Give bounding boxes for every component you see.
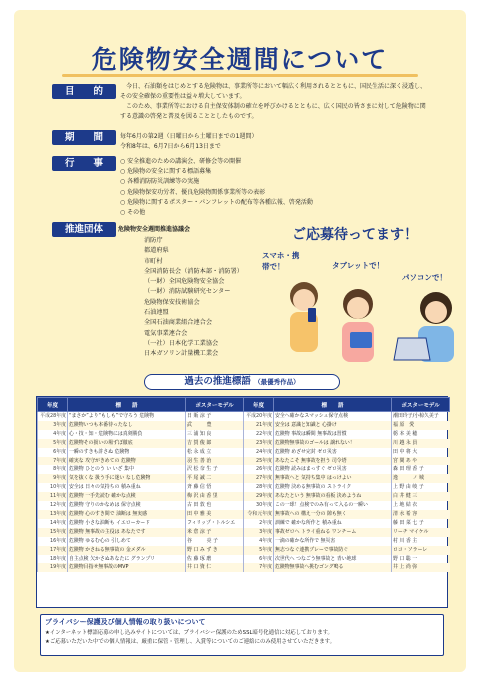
model-cell: 谷 亮 子 [186, 537, 244, 546]
girl-with-tablet-icon [342, 289, 374, 362]
model-cell: 斉 藤 信 悟 [186, 483, 244, 492]
col-header-model: ポスターモデル [186, 398, 244, 412]
year-cell: 22年度 [244, 430, 274, 439]
past-slogans-subtitle: （最優秀作品） [254, 378, 300, 386]
table-row [38, 537, 450, 546]
year-cell: 23年度 [244, 439, 274, 448]
model-cell: 逸 ノ 城 [392, 474, 450, 483]
slogan-cell: 危険物 かさねる無事故の 金メダル [68, 546, 186, 555]
year-cell: 10年度 [38, 483, 68, 492]
model-cell: 古 田 敦 也 [186, 501, 244, 510]
table-row [38, 439, 450, 448]
model-cell: 藤 田 菜 七 子 [392, 519, 450, 528]
slogan-cell: 危険物 めざせ完封 ゼロ災害 [274, 448, 392, 457]
year-cell: 13年度 [38, 510, 68, 519]
year-cell: 平成28年度 [38, 412, 68, 421]
model-cell: 潮田玲子/小椋久美子 [392, 412, 450, 421]
model-cell: 森 田 理 香 子 [392, 465, 450, 474]
year-cell: 11年度 [38, 492, 68, 501]
model-cell: 武 豊 [186, 421, 244, 430]
year-cell: 6年度 [38, 448, 68, 457]
slogan-cell: 訓練で 確かな所作と 積み重ね [274, 519, 392, 528]
privacy-title: プライバシー保護及び個人情報の取り扱いについて [45, 618, 206, 626]
slogan-cell: 危険物 心のすき間で 油断は 無実感 [68, 510, 186, 519]
table-row [38, 563, 450, 572]
table-row [38, 519, 450, 528]
model-cell: 羽 生 善 治 [186, 457, 244, 466]
slogan-cell: 危険物 事故は瞬間 無事故は習慣 [274, 430, 392, 439]
model-cell: 梅 沢 由 香 里 [186, 492, 244, 501]
slogan-cell: 危険物 ゆるむ心の 引しめて [68, 537, 186, 546]
year-cell: 3年度 [244, 528, 274, 537]
model-cell: 沢 松 奈 生 子 [186, 465, 244, 474]
model-cell: 川 越 永 員 [392, 439, 450, 448]
title-underline [62, 74, 418, 77]
model-cell: フィリップ・トルシエ [186, 519, 244, 528]
slogan-cell: あなたこそ 無事故を担う 司令塔 [274, 457, 392, 466]
period-line: 毎年6月の第2週（日曜日から土曜日までの1週間） [120, 133, 258, 140]
org-item: 電気事業連合会 [144, 329, 188, 337]
year-cell: 26年度 [244, 465, 274, 474]
year-cell: 18年度 [38, 555, 68, 564]
privacy-line: ★インターネット標語応募の申し込みサイトについては、プライバシー保護のためSSL暗号化通信に対応しております。 [45, 630, 333, 636]
model-cell: リーチ マイケル [392, 528, 450, 537]
page-title: 危険物安全週間について [91, 45, 389, 74]
model-cell: 佐 藤 琢 磨 [186, 555, 244, 564]
slogan-cell: 危険物その扱いの場ずぼ徹底 [68, 439, 186, 448]
table-row [38, 546, 450, 555]
slogan-cell: 次世代へ つなごう無事故と 青い地球 [274, 555, 392, 564]
model-cell: 吉 賀 俊 郎 [186, 439, 244, 448]
privacy-box [40, 614, 444, 656]
table-row [38, 421, 450, 430]
period-text [120, 132, 420, 152]
year-cell: 4年度 [38, 430, 68, 439]
purpose-paragraph: このため、事業所等における自主保安体制の確立を呼びかけるとともに、広く国民の皆さまに対して危険物に関する意識の啓発と普及を図ることとしたものです。 [120, 103, 426, 120]
orgs-heading: 危険物安全週間推進協議会 [118, 226, 191, 233]
year-cell: 5年度 [244, 546, 274, 555]
slogan-cell: 危険物 守りのかなめは 保守点検 [68, 501, 186, 510]
year-cell: 2年度 [244, 519, 274, 528]
recruit-pc-text: パソコンで！ [402, 273, 447, 282]
purpose-paragraph: 今日、石油類をはじめとする危険物は、事業所等において幅広く利用されるとともに、国民生活に深く浸透し、その安全確保の重要性は益々増大しています。 [120, 83, 427, 100]
slogan-cell: 一滴の確かな所作で 無災害 [274, 537, 392, 546]
slogan-cell: 危険物 決める無事故の ストライク [274, 483, 392, 492]
model-cell: 日 販 涼 子 [186, 412, 244, 421]
privacy-line: ★ご応募いただいた中での個人情報は、厳重に保管・管理し、入賞等についてのご連絡にのみ使用させていただきます。 [45, 639, 335, 645]
model-cell: 村 川 香 主 [392, 537, 450, 546]
purpose-label: 目 的 [52, 84, 116, 99]
event-item: ○ 安全推進のための講演会、研修会等の開催 [120, 157, 420, 167]
slogan-cell: 危険物いつも本番待ったなし [68, 421, 186, 430]
org-item: 市町村 [144, 257, 163, 265]
col-header-model: ポスターモデル [392, 398, 450, 412]
year-cell: 25年度 [244, 457, 274, 466]
col-header-year: 年度 [38, 398, 68, 412]
slogan-cell: 危険物 無事故の主役は あなたです [68, 528, 186, 537]
recruit-headline: ご応募待ってます！ [292, 227, 418, 243]
purpose-text [120, 82, 426, 122]
slogan-cell: “まさか”より“もしも”で守ろう 危険物 [68, 412, 186, 421]
slogan-table-body [38, 412, 450, 573]
slogan-cell: 一瞬のすきも許さぬ 危険物 [68, 448, 186, 457]
flyer-page [14, 10, 466, 672]
person-with-laptop-icon [394, 292, 454, 362]
slogan-cell: 自主点検 欠かさぬあなたに グランプリ [68, 555, 186, 564]
slogan-cell: 安全は 日々の気持ちの 積み重ね [68, 483, 186, 492]
year-cell: 21年度 [244, 421, 274, 430]
org-item: 全国消防長会（消防本部・消防署） [144, 267, 243, 275]
org-item: （一財）消防試験研究センター [144, 288, 231, 296]
model-cell: 井 上 尚 弥 [392, 563, 450, 572]
slogan-cell: 確実な 攻守がきめての 危険物 [68, 457, 186, 466]
year-cell: 5年度 [38, 439, 68, 448]
model-cell: 野 口 み ず き [186, 546, 244, 555]
slogan-cell: この一球！点検でのみ有って入るの一瞬い [274, 501, 392, 510]
table-row [38, 555, 450, 564]
event-item: ○ その他 [120, 208, 420, 218]
past-slogans-table [36, 396, 448, 608]
year-cell: 8年度 [38, 465, 68, 474]
year-cell: 19年度 [38, 563, 68, 572]
event-item: ○ 各種消防防災訓練等の実施 [120, 177, 420, 187]
recruit-phone-text: スマホ・携帯で！ [262, 251, 300, 271]
year-cell: 令和元年度 [244, 510, 274, 519]
year-cell: 17年度 [38, 546, 68, 555]
people-with-devices-illustration [276, 268, 466, 368]
model-cell: 福 原 愛 [392, 421, 450, 430]
model-cell: 白 井 健 三 [392, 492, 450, 501]
model-cell: 上 野 由 岐 子 [392, 483, 450, 492]
slogan-cell: 危険物 小さな油断も イエローカード [68, 519, 186, 528]
past-slogans-title: 過去の推進標語 [184, 376, 251, 387]
year-cell: 16年度 [38, 537, 68, 546]
event-item: ○ 危険物の安全に関する標語募集 [120, 167, 420, 177]
year-cell: 15年度 [38, 528, 68, 537]
year-cell: 24年度 [244, 448, 274, 457]
year-cell: 27年度 [244, 474, 274, 483]
year-cell: 30年度 [244, 501, 274, 510]
event-item: ○ 危険物に関するポスター・パンフレットの配布等各種広報、啓発活動 [120, 198, 420, 208]
model-cell: 清 水 希 容 [392, 510, 450, 519]
org-item: 日本ガソリン計量機工業会 [144, 350, 219, 358]
slogan-cell: 無事故へと 気持ち集中 はっけよい [274, 474, 392, 483]
model-cell: 松 永 成 立 [186, 448, 244, 457]
table-row [38, 412, 450, 421]
model-cell: 栃 本 美 穂 [392, 430, 450, 439]
model-cell: 米 倉 涼 子 [186, 528, 244, 537]
col-header-year: 年度 [244, 398, 274, 412]
org-item: （一社）日本化学工業協会 [144, 339, 219, 347]
year-cell: 29年度 [244, 492, 274, 501]
org-item: 危険物保安技術協会 [144, 298, 200, 306]
model-cell: 井 口 資 仁 [186, 563, 244, 572]
table-row [38, 501, 450, 510]
slogan-cell: 危険物無事故のゴールは 譲れない！ [274, 439, 392, 448]
table-row [38, 448, 450, 457]
table-row [38, 430, 450, 439]
slogan-cell: 危険物 一手先読む 確かな点検 [68, 492, 186, 501]
slogan-cell: 事故ゼロへ トライ重ねる ワンチーム [274, 528, 392, 537]
boy-with-phone-icon [290, 282, 318, 352]
table-row [38, 457, 450, 466]
orgs-label: 推進団体 [52, 222, 116, 237]
col-header-slogan: 標 語 [274, 398, 392, 412]
model-cell: 平 尾 誠 二 [186, 474, 244, 483]
org-item: （一財）全国危険物安全協会 [144, 278, 225, 286]
year-cell: 3年度 [38, 421, 68, 430]
model-cell: 田 中 雅 美 [186, 510, 244, 519]
model-cell: 田 中 将 大 [392, 448, 450, 457]
model-cell: 上 地 結 衣 [392, 501, 450, 510]
model-cell: 宮 間 あ や [392, 457, 450, 466]
orgs-list [144, 236, 274, 360]
org-item: 全国石油商業組合連合会 [144, 319, 213, 327]
slogan-cell: 安全へ確かなスマッシュ保守点検 [274, 412, 392, 421]
period-line: 令和8年は、6月7日から6月13日まで [120, 143, 221, 150]
slogan-cell: 危険物無事故へ挑むゴング鳴る [274, 563, 392, 572]
model-cell: 野 口 聡 一 [392, 555, 450, 564]
table-row [38, 483, 450, 492]
slogan-cell: 心・技・知・危険物には真剣勝負 [68, 430, 186, 439]
year-cell: 6年度 [244, 555, 274, 564]
slogan-cell: あなたという 無事故の看板 決めようね [274, 492, 392, 501]
table-row [38, 492, 450, 501]
org-item: 石油連盟 [144, 309, 169, 317]
year-cell: 14年度 [38, 519, 68, 528]
events-label: 行 事 [52, 156, 116, 171]
slogan-cell: 無志つなぐ連携プレーで事故防ぐ [274, 546, 392, 555]
year-cell: 28年度 [244, 483, 274, 492]
year-cell: 平成20年度 [244, 412, 274, 421]
slogan-cell: 危険物目指せ無事故のMVP [68, 563, 186, 572]
year-cell: 12年度 [38, 501, 68, 510]
slogan-cell: 無事故への 構え一分の 隙も無く [274, 510, 392, 519]
org-item: 都道府県 [144, 247, 169, 255]
period-label: 期 間 [52, 130, 116, 145]
org-item: 消防庁 [144, 237, 163, 244]
model-cell: ロコ・ソラーレ [392, 546, 450, 555]
slogan-cell: 危険物 読みはまっすぐ ゼロ災害 [274, 465, 392, 474]
table-row [38, 528, 450, 537]
col-header-slogan: 標 語 [68, 398, 186, 412]
year-cell: 9年度 [38, 474, 68, 483]
events-list [120, 157, 420, 218]
table-row [38, 474, 450, 483]
table-row [38, 465, 450, 474]
year-cell: 7年度 [244, 563, 274, 572]
year-cell: 4年度 [244, 537, 274, 546]
table-row [38, 510, 450, 519]
event-item: ○ 危険物保安功労者、優良危険物関係事業所等の表彰 [120, 188, 420, 198]
slogan-cell: 安全は 意識と知識と 心掛け [274, 421, 392, 430]
year-cell: 7年度 [38, 457, 68, 466]
model-cell: 三 浦 知 良 [186, 430, 244, 439]
slogan-cell: 気を抜くな 扱う手に迷い なし危険物 [68, 474, 186, 483]
slogan-cell: 危険物 ひとのう い いざ 集中 [68, 465, 186, 474]
past-slogans-banner [144, 374, 340, 390]
recruit-tablet-text: タブレットで！ [332, 261, 385, 270]
